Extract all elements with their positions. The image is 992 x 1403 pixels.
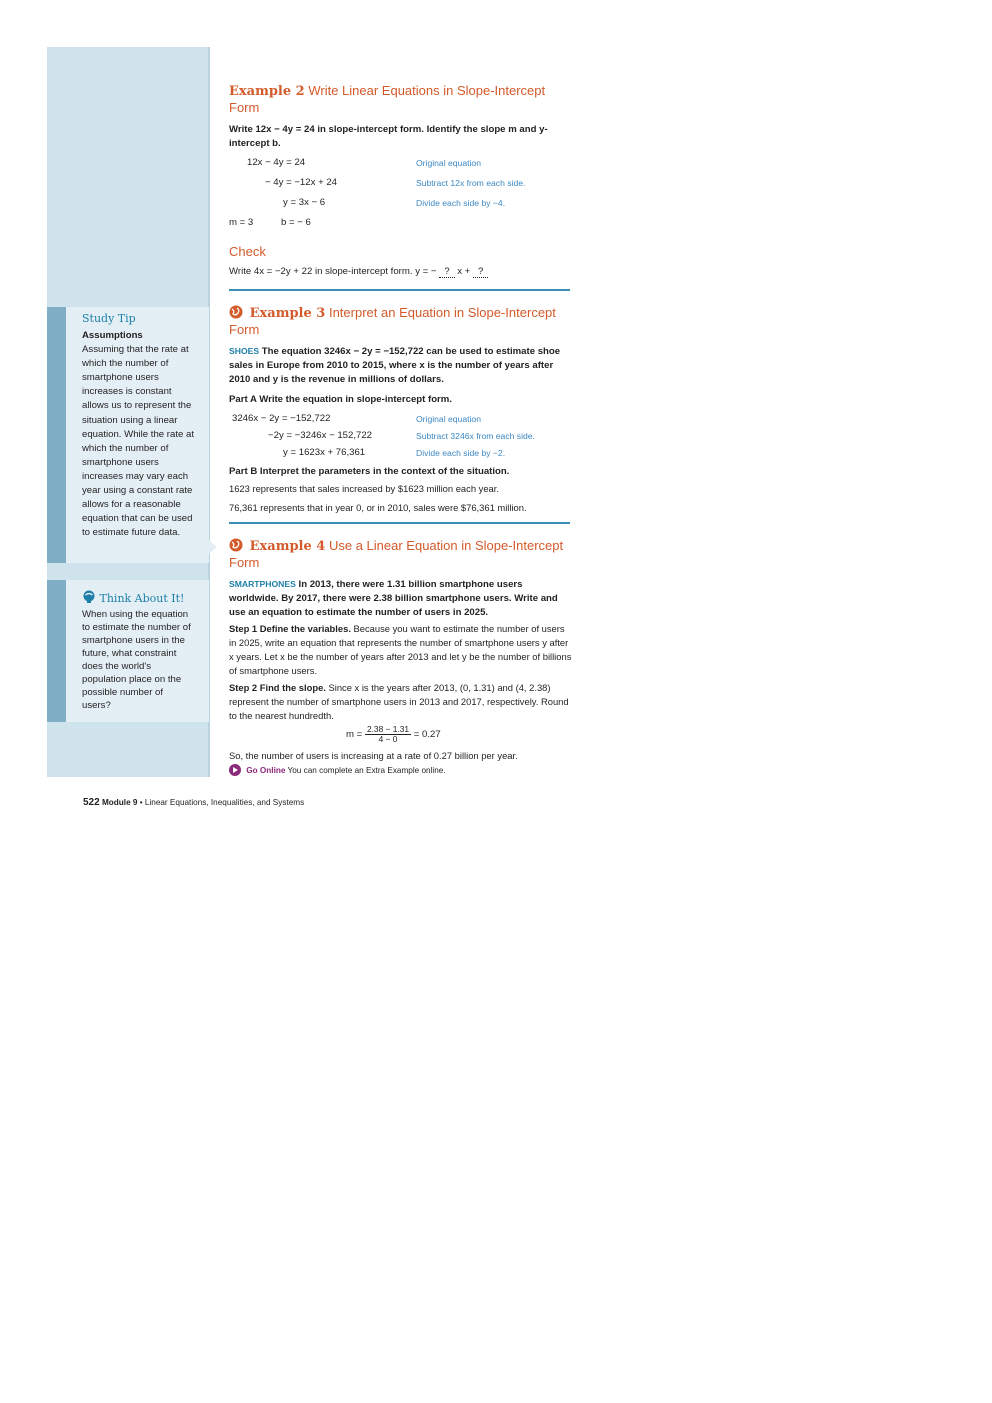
slope-numerator: 2.38 − 1.31 [366, 724, 410, 734]
page-number: 522 [83, 797, 100, 808]
section-rule-2 [229, 522, 570, 524]
example4-number: Example 4 [249, 539, 326, 554]
globe-icon [229, 305, 243, 319]
section-rule [229, 289, 570, 291]
example3-step1-eq: 3246x − 2y = −152,722 [232, 413, 331, 424]
check-title: Check [229, 244, 266, 259]
example2-step2-note: Subtract 12x from each side. [416, 178, 526, 188]
example3-partA: Part A Write the equation in slope-intercept form. [229, 394, 452, 405]
example3-partB: Part B Interpret the parameters in the context of the situation. [229, 466, 510, 477]
globe-icon [229, 538, 243, 552]
study-tip-title: Study Tip [82, 312, 136, 325]
example2-step3-eq: y = 3x − 6 [283, 197, 326, 208]
example3-label: SHOES [229, 346, 260, 356]
footer-separator: • [139, 798, 143, 807]
page-footer [83, 797, 304, 808]
module-title: Linear Equations, Inequalities, and Systems [144, 798, 305, 807]
think-about-it-body: When using the equation to estimate the number of smartphone users in the future, what constraint does the world's population place on the possible number of users? [82, 609, 191, 711]
example3-interp2: 76,361 represents that in year 0, or in 2010, sales were $76,361 million. [229, 502, 527, 513]
slope-fraction [365, 725, 411, 744]
example3-step2-note: Subtract 3246x from each side. [416, 431, 535, 441]
example3-interp1: 1623 represents that sales increased by $1623 million each year. [229, 483, 499, 494]
example4-slope-formula [346, 725, 441, 744]
example4-step1-body: Because you want to estimate the number of users in 2025, write an equation that represents the number of smartphone users y after x years. Let x be the number of years after 2013 and let y be the number of billions of smartphone users. [229, 623, 572, 676]
go-online-label[interactable]: Go Online [246, 766, 286, 775]
study-tip-text: Assuming that the rate at which the number of smartphone users increases is constant allows us to represent the situation using a linear equation. While the rate at which the number of smartphone users increases may vary each year using a constant rate allows for a reasonable equation that can be used to estimate future data. [82, 344, 194, 539]
example4-step2-head: Step 2 Find the slope. [229, 682, 326, 693]
example2-heading [229, 83, 574, 116]
check-prompt [229, 266, 488, 277]
slope-rhs: = 0.27 [413, 729, 441, 741]
check-mid: x + [457, 266, 471, 277]
slope-lhs: m = [346, 729, 363, 741]
think-about-it-title [82, 590, 184, 605]
example3-step3-eq: y = 1623x + 76,361 [283, 447, 366, 458]
think-about-it-label: Think About It! [99, 592, 185, 605]
slope-denominator: 4 − 0 [378, 734, 398, 744]
example2-prompt: Write 12x − 4y = 24 in slope-intercept form. Identify the slope m and y-intercept b. [229, 124, 548, 149]
example2-step2-eq: − 4y = −12x + 24 [265, 177, 338, 188]
study-tip-subtitle: Assumptions [82, 330, 143, 341]
example2-intercept: b = − 6 [281, 217, 311, 228]
example4-prompt [229, 577, 574, 620]
example3-step1-note: Original equation [416, 414, 481, 424]
example4-prompt-text: In 2013, there were 1.31 billion smartphone users worldwide. By 2017, there were 2.38 billion smartphone users. Write and use an equation to estimate the number of users in 2025. [229, 579, 558, 618]
example4-step2-body: Since x is the years after 2013, (0, 1.31) and (4, 2.38) represent the number of smartphone users in 2013 and 2017, respectively. Round to the nearest hundredth. [229, 682, 569, 721]
go-online-link[interactable] [229, 764, 446, 776]
example2-slope: m = 3 [229, 217, 254, 228]
example4-label: SMARTPHONES [229, 579, 296, 589]
go-online-text: You can complete an Extra Example online. [287, 766, 446, 775]
study-tip-body [82, 329, 200, 540]
example4-title: Use a Linear Equation in Slope-Intercept Form [229, 538, 564, 570]
check-blank-2[interactable]: ? [473, 266, 488, 278]
example3-prompt [229, 344, 574, 387]
check-blank-1[interactable]: ? [439, 266, 454, 278]
module-label: Module 9 [101, 798, 138, 807]
example3-title: Interpret an Equation in Slope-Intercept Form [229, 305, 556, 337]
example2-step3-note: Divide each side by −4. [416, 198, 506, 208]
check-text: Write 4x = −2y + 22 in slope-intercept form. y = − [229, 266, 437, 277]
example3-step3-note: Divide each side by −2. [416, 448, 506, 458]
example2-step1-eq: 12x − 4y = 24 [247, 157, 306, 168]
example3-number: Example 3 [249, 306, 326, 321]
example2-number: Example 2 [229, 84, 305, 99]
example3-heading [229, 305, 574, 338]
example4-step2 [229, 681, 574, 723]
example4-step1 [229, 622, 574, 678]
example4-conclusion: So, the number of users is increasing at a rate of 0.27 billion per year. [229, 750, 518, 761]
example4-heading [229, 538, 574, 571]
example3-step2-eq: −2y = −3246x − 152,722 [268, 430, 373, 441]
example2-title: Write Linear Equations in Slope-Intercept Form [229, 83, 546, 115]
lightbulb-icon [82, 590, 96, 604]
example4-step1-head: Step 1 Define the variables. [229, 623, 351, 634]
go-online-icon [229, 764, 241, 776]
example3-prompt-text: The equation 3246x − 2y = −152,722 can be used to estimate shoe sales in Europe from 2010 to 2015, where x is the number of years after 2010 and y is the revenue in millions of dollars. [229, 346, 561, 385]
tip-pointer [209, 540, 217, 554]
example2-step1-note: Original equation [416, 158, 481, 168]
